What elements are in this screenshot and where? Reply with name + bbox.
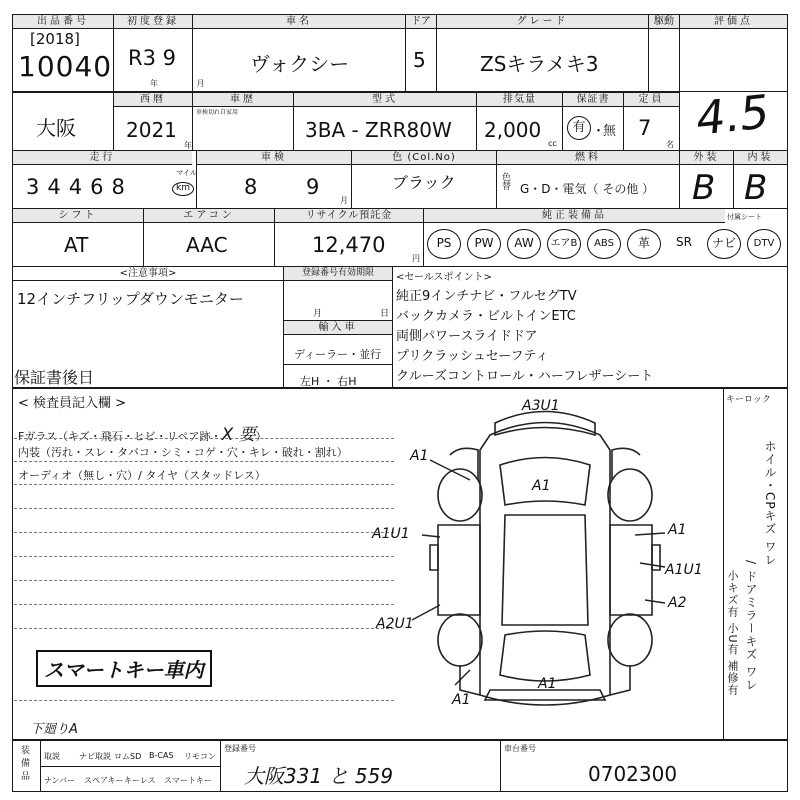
sales-point: 両側パワースライドドア: [396, 329, 538, 344]
lot-number: 10040: [18, 50, 113, 83]
drive-label: 駆動: [649, 15, 679, 29]
equipment-6: SR: [676, 235, 692, 249]
sales-point: バックカメラ・ビルトインETC: [396, 309, 576, 324]
fuel: G・D・電気（ その他 ）: [520, 182, 655, 196]
recycle-unit: 円: [412, 254, 420, 263]
shift: AT: [64, 233, 89, 257]
color-label: 色 (Col.No): [352, 151, 496, 165]
equipment-1: PW: [467, 229, 501, 259]
equipment-3: エアB: [547, 229, 581, 259]
recycle: 12,470: [312, 233, 386, 257]
expiry-month: 月: [313, 309, 323, 319]
fuel-label: 燃料: [497, 151, 679, 165]
displacement-unit: cc: [548, 139, 557, 148]
footer-item: リモコン: [184, 752, 216, 761]
footer-item: ロムSD: [114, 752, 142, 761]
chassis-label: 車台番号: [504, 744, 536, 753]
sheet-label: 付属シート: [727, 213, 762, 221]
year-unit: 年: [184, 141, 192, 150]
footer-item: キーレス: [124, 776, 156, 785]
mark-a2-right: A2: [668, 595, 687, 611]
capacity-label: 定員: [624, 93, 679, 107]
equipment-0: PS: [427, 229, 461, 259]
equipment-2: AW: [507, 229, 541, 259]
caution-label: <注意事項>: [13, 267, 283, 281]
mark-a1u1-right: A1U1: [665, 562, 703, 578]
equipment-items-label: 装備品: [19, 745, 29, 784]
mark-a1-right: A1: [668, 522, 687, 538]
equipment-label: 純正装備品: [424, 209, 725, 223]
underbody-note: 下廻りA: [30, 722, 78, 737]
region: 大阪: [36, 116, 76, 140]
year-label: 西暦: [114, 93, 192, 107]
year-bracket: [2018]: [30, 30, 80, 48]
ac-label: エアコン: [144, 209, 274, 223]
mark-a1-rear-left: A1: [452, 692, 471, 708]
mark-a1u1-left: A1U1: [372, 526, 410, 542]
footer-item: ナビ取説: [79, 752, 111, 761]
warranty-yes: 有: [567, 116, 591, 140]
sales-point: プリクラッシュセーフティ: [396, 349, 549, 364]
sales-point: 純正9インチナビ・フルセグTV: [396, 289, 577, 304]
displacement: 2,000: [484, 118, 542, 142]
glass-line: Fガラス（キズ・飛石・ヒビ・リペア跡・X 要）: [18, 425, 267, 445]
ac: AAC: [186, 233, 228, 257]
footer-item: スペアキー: [84, 776, 124, 785]
audio-line: オーディオ（無し・穴）/ タイヤ（スタッドレス）: [18, 469, 266, 482]
warranty-label: 保証書: [563, 93, 623, 107]
caution-text-2: 保証書後日: [14, 368, 95, 387]
mileage-unit: km: [172, 182, 194, 196]
mileage: 34468: [26, 175, 133, 199]
footer-item: スマートキー: [164, 776, 212, 785]
import-drive: 左H ・ 右H: [300, 375, 357, 388]
smart-key-note: スマートキー車内: [36, 650, 212, 687]
mark-a1-rear: A1: [538, 676, 557, 692]
capacity: 7: [638, 116, 652, 140]
key-lock-label: キーロック: [726, 395, 771, 405]
inspection-label: 車検: [197, 151, 351, 165]
exterior: B: [692, 168, 716, 208]
model-code: 3BA - ZRR80W: [305, 118, 452, 142]
year: 2021: [126, 118, 177, 142]
inspection-title: < 検査員記入欄 >: [18, 396, 127, 411]
inspection-year: 8: [244, 175, 258, 199]
mark-a2u1-left: A2U1: [376, 616, 414, 632]
side-note-2: / ドアミラーキズ ワレ: [744, 560, 758, 692]
expiry-label: 登録番号有効期限: [284, 267, 392, 281]
side-note-3: 小キズ有 小U有 補修有: [726, 570, 739, 697]
first-reg-unit: 年 月: [150, 79, 223, 88]
import-label: 輸入車: [284, 320, 392, 335]
reg-label: 登録番号: [224, 744, 256, 753]
model: ヴォクシー: [250, 52, 350, 76]
exterior-label: 外装: [680, 151, 733, 165]
mileage-label: 走行: [13, 151, 192, 165]
mark-a1-front-left: A1: [410, 448, 429, 464]
lot-label: 出品番号: [13, 15, 113, 29]
interior-line: 内装（汚れ・スレ・タバコ・シミ・コゲ・穴・キレ・破れ・割れ）: [18, 446, 348, 459]
shift-label: シフト: [13, 209, 143, 223]
mark-a3u1: A3U1: [522, 398, 560, 414]
grade-label: グレード: [437, 15, 648, 29]
footer-item: ナンバー: [44, 776, 76, 785]
inspection-unit: 月: [340, 196, 348, 205]
history-label: 車歴: [193, 93, 293, 107]
equipment-8: DTV: [747, 229, 781, 259]
chassis-number: 0702300: [588, 762, 678, 786]
history-note: 車検切れ自家用: [196, 109, 239, 116]
warranty-no: 無: [603, 124, 617, 139]
capacity-unit: 名: [666, 140, 674, 149]
interior: B: [744, 168, 768, 208]
door-label: ドア: [406, 15, 436, 29]
expiry-day: 日: [380, 309, 390, 319]
footer-item: B-CAS: [149, 751, 174, 760]
import-dealer: ディーラー・並行: [294, 348, 382, 361]
model-label: 車名: [193, 15, 405, 29]
score-label: 評価点: [680, 15, 787, 29]
grade: ZSキラメキ3: [480, 52, 599, 76]
doors: 5: [413, 48, 426, 72]
sales-point: クルーズコントロール・ハーフレザーシート: [396, 369, 654, 384]
color-change: 色替: [500, 172, 510, 190]
equipment-7: ナビ: [707, 229, 741, 259]
inspection-month: 9: [306, 175, 320, 199]
first-reg-label: 初度登録: [114, 15, 192, 29]
caution-text: 12インチフリップダウンモニター: [17, 290, 244, 308]
interior-label: 内装: [734, 151, 787, 165]
equipment-4: ABS: [587, 229, 621, 259]
score: 4.5: [693, 84, 772, 146]
first-reg: R3 9: [128, 46, 176, 70]
color: ブラック: [392, 173, 456, 192]
mileage-unit-alt: マイル: [176, 169, 197, 177]
reg-number: 大阪331 と 559: [244, 764, 394, 788]
mark-a1-hood: A1: [532, 478, 551, 494]
displacement-label: 排気量: [477, 93, 562, 107]
equipment-5: 革: [627, 229, 661, 259]
sales-label: <セールスポイント>: [396, 272, 492, 283]
model-code-label: 型式: [294, 93, 476, 107]
side-note-1: ホイル・CPキズ ワレ: [763, 440, 777, 567]
recycle-label: リサイクル預託金: [275, 209, 423, 223]
footer-item: 取説: [44, 752, 60, 761]
